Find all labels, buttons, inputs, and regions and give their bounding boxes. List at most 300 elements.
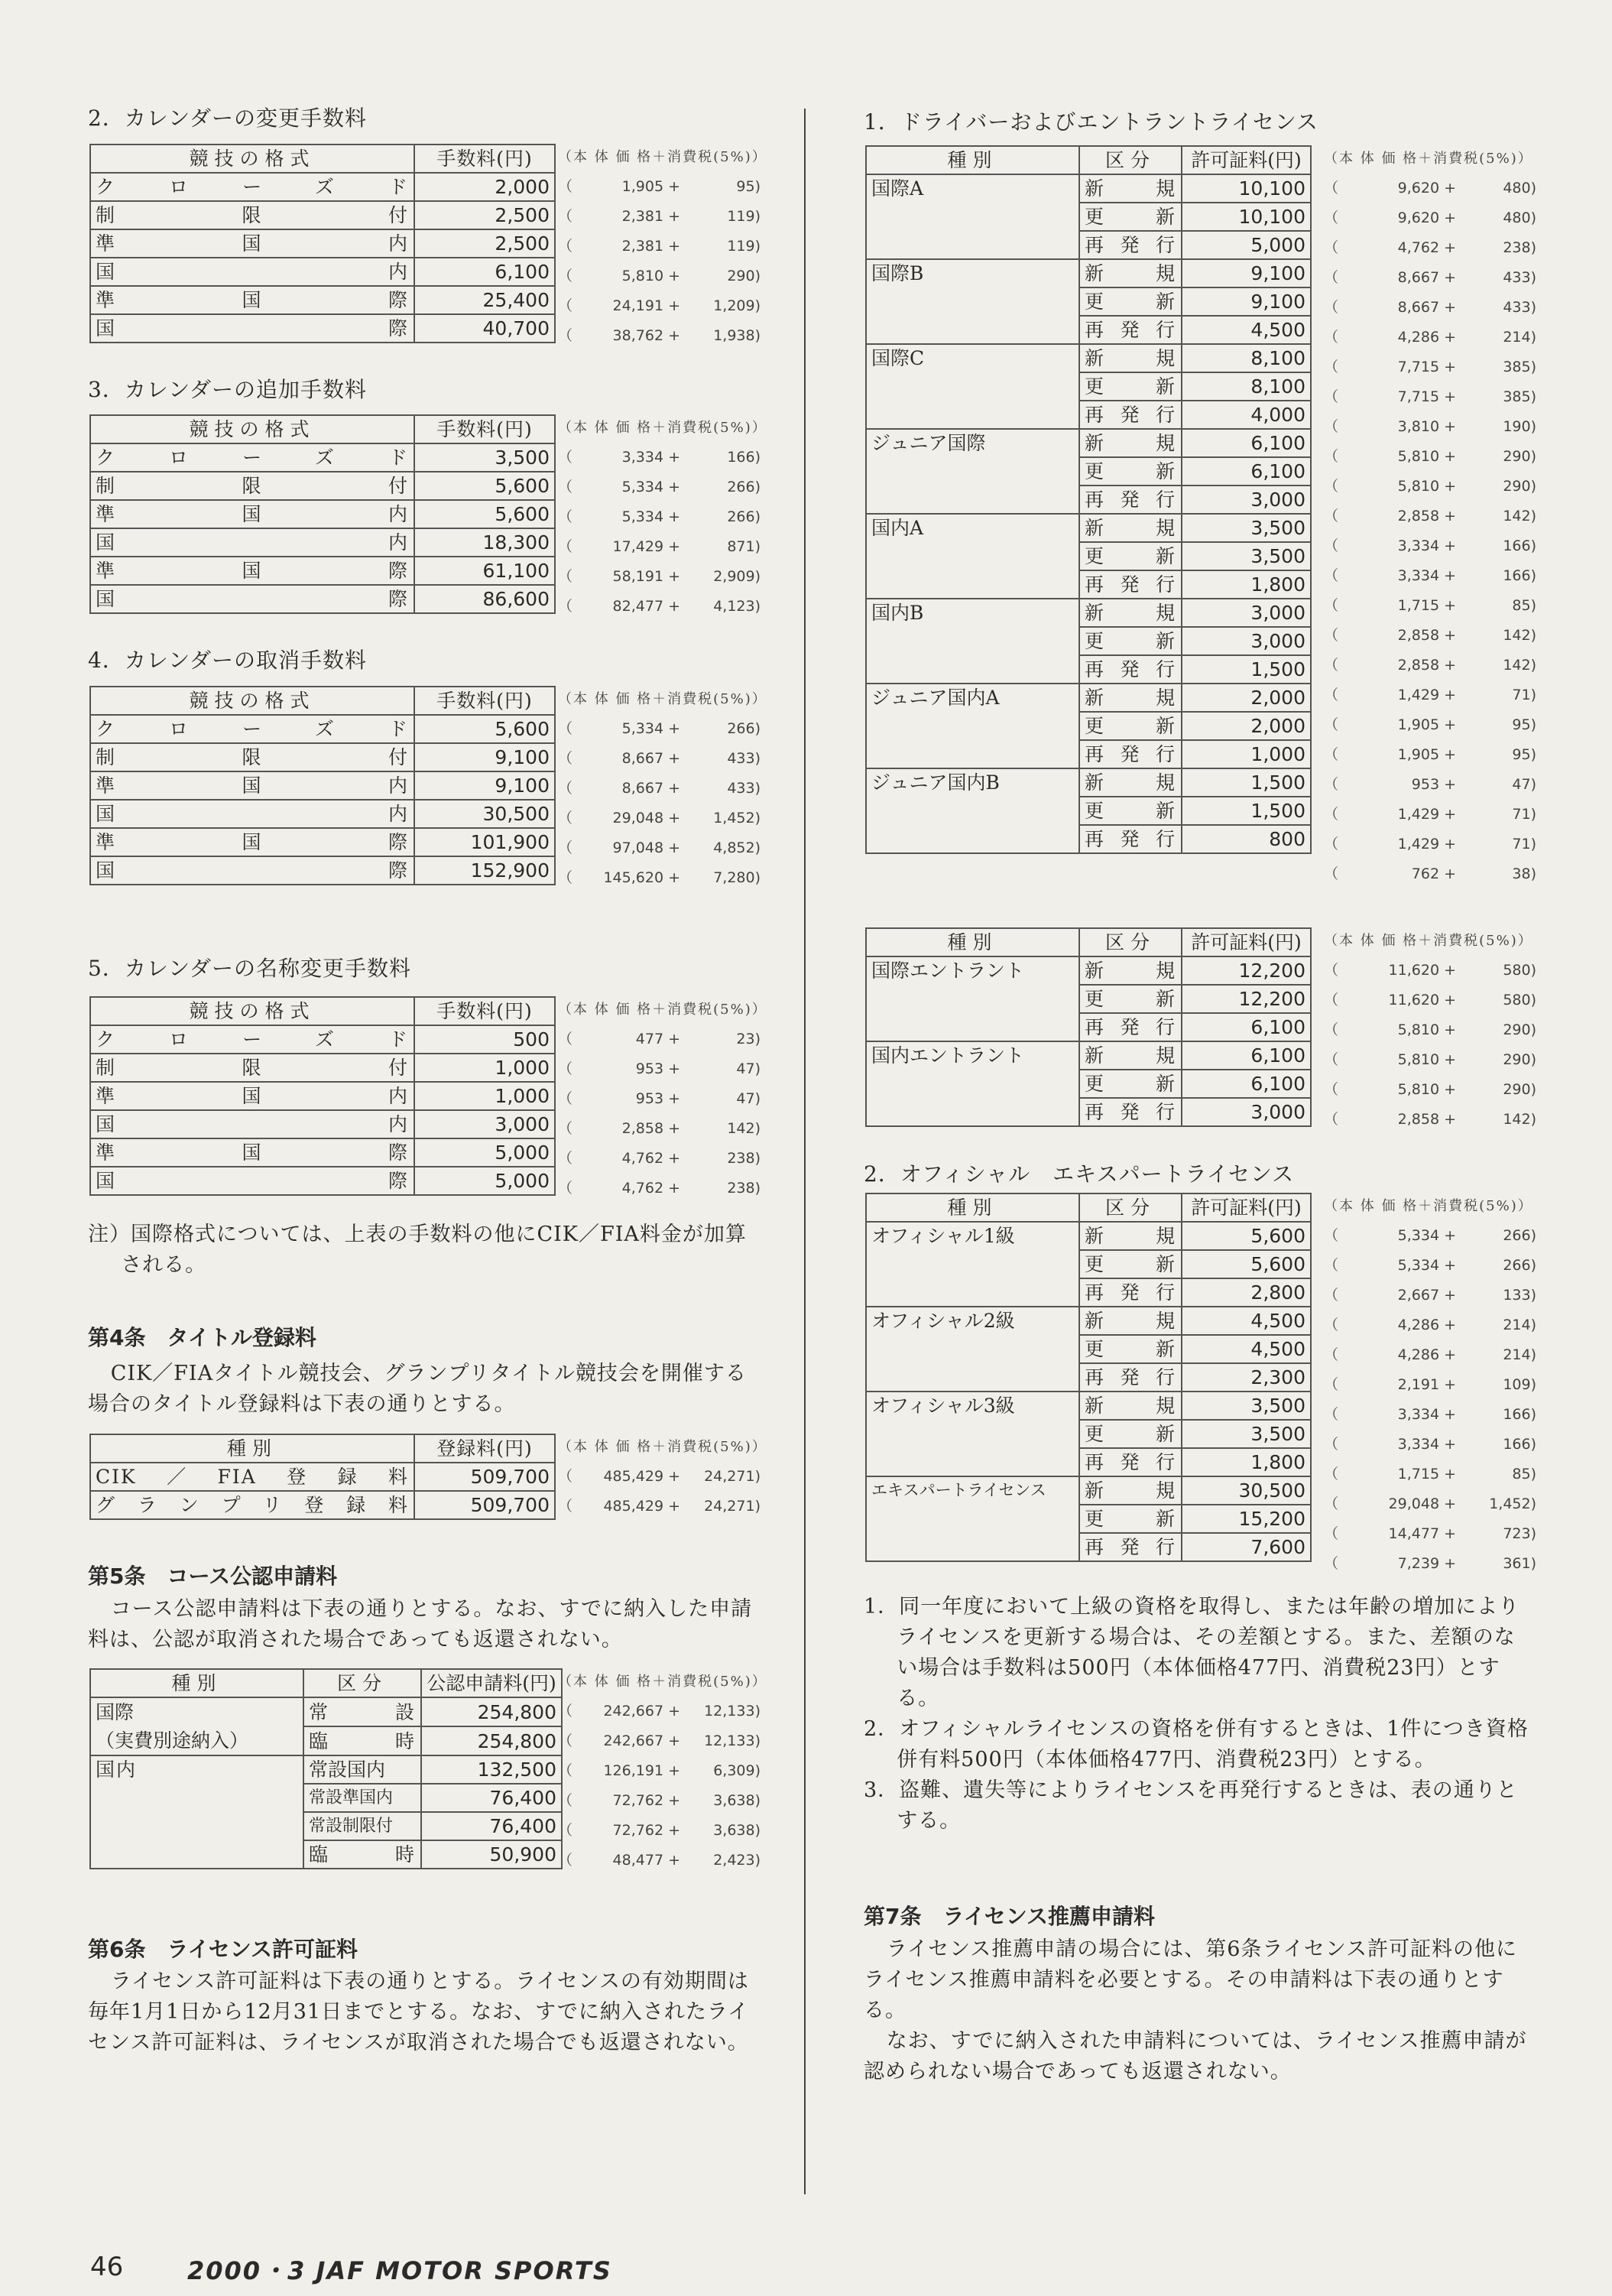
breakdown-row: [558, 1116, 761, 1142]
tax: 385): [1503, 359, 1536, 375]
group-label: [866, 1222, 1079, 1307]
group-label: [866, 956, 1079, 1041]
paren: （: [558, 568, 573, 585]
tax: 95): [1512, 746, 1536, 763]
base-price: 477 +: [635, 1031, 680, 1047]
base-price: 4,286 +: [1397, 1346, 1456, 1363]
fee-value: 1,800: [1182, 1448, 1311, 1476]
base-price: 11,620 +: [1388, 962, 1456, 979]
table-row: [866, 1392, 1311, 1420]
fee-value: 2,000: [1182, 684, 1311, 712]
base-price: 2,858 +: [1397, 1111, 1456, 1128]
breakdown-header: （本 体 価 格＋消費税(5%)）: [558, 691, 767, 707]
group-label: [866, 1307, 1079, 1392]
group-label-line: 国際: [96, 1701, 135, 1723]
base-price: 1,429 +: [1397, 687, 1456, 703]
base-price: 953 +: [635, 1090, 680, 1107]
category: 新規: [1079, 429, 1182, 457]
table-row: [90, 258, 555, 286]
tax: 214): [1503, 1317, 1536, 1333]
category: 更新: [1079, 712, 1182, 740]
base-price: 5,810 +: [1397, 1021, 1456, 1038]
paren: （: [558, 508, 573, 525]
fee-value: 4,500: [1182, 1307, 1311, 1335]
tax: 6,309): [713, 1762, 761, 1779]
col-header: 種別: [866, 1193, 1079, 1222]
fee-value: 15,200: [1182, 1505, 1311, 1533]
fee-value: 1,500: [1182, 797, 1311, 825]
paren: （: [558, 1703, 573, 1720]
breakdown-row: [558, 1493, 761, 1520]
note-item: 2．オフィシャルライセンスの資格を併有するときは、1件につき資格併有料500円（本体価格477円、消費税23円）とする。: [864, 1717, 1529, 1772]
paren: （: [1324, 1081, 1339, 1098]
base-price: 1,905 +: [1397, 746, 1456, 763]
tax: 290): [1503, 448, 1536, 465]
group-label: [866, 259, 1079, 344]
tax: 723): [1503, 1525, 1536, 1542]
paren: （: [1324, 388, 1339, 405]
breakdown-row: [1324, 1282, 1536, 1309]
breakdown-row: [558, 1175, 761, 1202]
category: 新規: [1079, 684, 1182, 712]
tax: 433): [1503, 269, 1536, 286]
tax: 23): [736, 1031, 761, 1047]
category: 更新: [1079, 627, 1182, 655]
base-price: 485,429 +: [603, 1468, 680, 1485]
category: 新規: [1079, 599, 1182, 627]
category: 更新: [1079, 1420, 1182, 1448]
table-row: [90, 1491, 555, 1519]
base-price: 17,429 +: [612, 538, 680, 555]
breakdown-row: [558, 1847, 761, 1874]
tax: 85): [1512, 597, 1536, 614]
breakdown-row: [558, 716, 761, 742]
tax: 38): [1512, 865, 1536, 882]
category: 常設準国内: [303, 1784, 421, 1812]
table-row: [866, 599, 1311, 627]
paren: （: [558, 1180, 573, 1197]
group-label-text: 国内エントラント: [871, 1044, 1025, 1067]
tax: 47): [1512, 776, 1536, 793]
table-row: [90, 528, 555, 557]
tax: 7,280): [713, 869, 761, 886]
fee-value: 254,800: [421, 1697, 562, 1726]
section-title: 4．カレンダーの取消手数料: [88, 648, 367, 673]
base-price: 9,620 +: [1397, 209, 1456, 226]
base-price: 3,334 +: [1397, 537, 1456, 554]
breakdown-row: [1324, 1342, 1536, 1369]
table-row: [90, 585, 555, 613]
tax: 266): [727, 508, 761, 525]
tax: 12,133): [704, 1733, 761, 1749]
fee-value: 1,500: [1182, 655, 1311, 684]
col-header: 公認申請料(円): [421, 1669, 562, 1697]
breakdown-row: [558, 203, 761, 230]
fee-value: 50,900: [421, 1840, 562, 1869]
row-label: 準国際: [90, 286, 414, 314]
fee-value: 5,000: [414, 1167, 555, 1195]
table-row: [90, 1697, 562, 1726]
tax: 3,638): [713, 1792, 761, 1809]
tax: 238): [727, 1180, 761, 1197]
row-label: クローズド: [90, 1025, 414, 1054]
breakdown-row: [1324, 1551, 1536, 1577]
fee-value: 6,100: [1182, 1041, 1311, 1070]
category: 更新: [1079, 797, 1182, 825]
tax: 214): [1503, 1346, 1536, 1363]
fee-value: 3,000: [414, 1110, 555, 1138]
base-price: 3,334 +: [1397, 1406, 1456, 1423]
base-price: 5,334 +: [621, 720, 680, 737]
table-row: [866, 1307, 1311, 1335]
fee-value: 3,000: [1182, 599, 1311, 627]
base-price: 5,810 +: [1397, 1081, 1456, 1098]
base-price: 72,762 +: [612, 1792, 680, 1809]
tax: 47): [736, 1060, 761, 1077]
breakdown-row: [1324, 1461, 1536, 1488]
paren: （: [1324, 992, 1339, 1008]
row-label: 国際: [90, 314, 414, 343]
tax: 166): [1503, 567, 1536, 584]
article-body: コース公認申請料は下表の通りとする。なお、すでに納入した申請料は、公認が取消された場合であっても返還されない。: [88, 1597, 753, 1651]
paren: （: [558, 1762, 573, 1779]
breakdown-header: （本 体 価 格＋消費税(5%)）: [558, 420, 767, 436]
col-header: 競技の格式: [90, 997, 414, 1025]
fee-value: 2,300: [1182, 1363, 1311, 1392]
row-label: CIK／FIA登録料: [90, 1463, 414, 1491]
group-label-line: 国内: [96, 1759, 138, 1781]
base-price: 485,429 +: [603, 1498, 680, 1515]
tax: 433): [727, 780, 761, 797]
tax: 266): [1503, 1257, 1536, 1274]
paren: （: [558, 479, 573, 495]
paren: （: [1324, 1406, 1339, 1423]
breakdown-row: [1324, 235, 1536, 261]
base-price: 24,191 +: [612, 297, 680, 314]
tax: 433): [1503, 299, 1536, 316]
base-price: 5,810 +: [1397, 448, 1456, 465]
article-body: ライセンス推薦申請の場合には、第6条ライセンス許可証料の他にライセンス推薦申請料を必要とする。その申請料は下表の通りとする。 なお、すでに納入された申請料については、ライセンス推薦申請が認められない場合であっても返還されない。: [864, 1937, 1527, 2083]
table-row: [90, 1110, 555, 1138]
breakdown-row: [1324, 473, 1536, 500]
paren: （: [1324, 746, 1339, 763]
fee-value: 25,400: [414, 286, 555, 314]
base-price: 1,715 +: [1397, 597, 1456, 614]
fee-value: 8,100: [1182, 372, 1311, 401]
category: 再発行: [1079, 316, 1182, 344]
base-price: 14,477 +: [1388, 1525, 1456, 1542]
tax: 71): [1512, 806, 1536, 823]
fee-value: 5,600: [414, 500, 555, 528]
paren: （: [1324, 1287, 1339, 1304]
base-price: 2,381 +: [621, 208, 680, 225]
fee-value: 5,600: [1182, 1222, 1311, 1250]
tax: 385): [1503, 388, 1536, 405]
row-label: クローズド: [90, 443, 414, 472]
fee-value: 6,100: [1182, 429, 1311, 457]
paren: （: [558, 1060, 573, 1077]
group-label-text: 国際A: [871, 177, 924, 200]
article-title: 第5条 コース公認申請料: [88, 1564, 338, 1589]
col-header: 種別: [866, 146, 1079, 174]
paren: （: [1324, 299, 1339, 316]
base-price: 8,667 +: [1397, 269, 1456, 286]
note-item: 3．盗難、遺失等によりライセンスを再発行するときは、表の通りとする。: [864, 1778, 1518, 1833]
category: 新規: [1079, 1222, 1182, 1250]
breakdown-row: [1324, 1077, 1536, 1103]
col-header: 種別: [90, 1434, 414, 1463]
tax: 24,271): [704, 1498, 761, 1515]
base-price: 9,620 +: [1397, 180, 1456, 196]
paren: （: [558, 208, 573, 225]
paren: （: [558, 1792, 573, 1809]
base-price: 2,858 +: [621, 1120, 680, 1137]
fee-value: 12,200: [1182, 956, 1311, 985]
group-label-text: オフィシャル3級: [871, 1395, 1015, 1417]
fee-value: 3,000: [1182, 486, 1311, 514]
paren: （: [558, 1733, 573, 1749]
col-header: 競技の格式: [90, 415, 414, 443]
category: 再発行: [1079, 1098, 1182, 1126]
category: 常設制限付: [303, 1812, 421, 1840]
tax: 142): [727, 1120, 761, 1137]
breakdown-row: [558, 593, 761, 620]
tax: 2,909): [713, 568, 761, 585]
fee-value: 5,000: [1182, 231, 1311, 259]
fee-value: 5,600: [414, 715, 555, 743]
breakdown-row: [558, 745, 761, 772]
paren: （: [558, 1120, 573, 1137]
fee-value: 3,500: [1182, 1392, 1311, 1420]
breakdown-row: [1324, 294, 1536, 321]
table-row: [90, 173, 555, 201]
breakdown-row: [558, 174, 761, 200]
base-price: 82,477 +: [612, 598, 680, 615]
breakdown-row: [558, 504, 761, 531]
table-row: [866, 429, 1311, 457]
base-price: 1,715 +: [1397, 1466, 1456, 1482]
col-header: 区分: [1079, 928, 1182, 956]
breakdown-row: [1324, 443, 1536, 470]
breakdown-row: [1324, 324, 1536, 351]
fee-value: 3,500: [1182, 514, 1311, 542]
tax: 871): [727, 538, 761, 555]
group-label-text: 国際C: [871, 347, 925, 369]
col-header: 区分: [303, 1669, 421, 1697]
tax: 166): [727, 449, 761, 466]
category: 常設: [303, 1697, 421, 1726]
fee-value: 1,500: [1182, 768, 1311, 797]
paren: （: [1324, 776, 1339, 793]
base-price: 2,667 +: [1397, 1287, 1456, 1304]
base-price: 7,715 +: [1397, 388, 1456, 405]
group-label-text: 国内A: [871, 517, 924, 539]
paren: （: [558, 1150, 573, 1167]
group-label: [90, 1755, 303, 1869]
paren: （: [558, 869, 573, 886]
article-title: 第7条 ライセンス推薦申請料: [864, 1904, 1155, 1929]
base-price: 4,762 +: [621, 1180, 680, 1197]
row-label: クローズド: [90, 715, 414, 743]
breakdown-row: [1324, 593, 1536, 619]
breakdown-row: [558, 233, 761, 260]
fee-value: 509,700: [414, 1491, 555, 1519]
breakdown-row: [1324, 1401, 1536, 1428]
table-row: [90, 229, 555, 258]
paren: （: [1324, 836, 1339, 852]
tax: 266): [727, 479, 761, 495]
breakdown-header: （本 体 価 格＋消費税(5%)）: [558, 1439, 767, 1455]
fee-value: 132,500: [421, 1755, 562, 1784]
breakdown-row: [1324, 987, 1536, 1014]
group-label-line: （実費別途納入）: [96, 1729, 249, 1752]
tax: 1,452): [713, 810, 761, 826]
table-row: [866, 259, 1311, 287]
breakdown-row: [558, 1817, 761, 1844]
base-price: 58,191 +: [612, 568, 680, 585]
breakdown-row: [1324, 622, 1536, 649]
breakdown-row: [1324, 712, 1536, 739]
paren: （: [1324, 478, 1339, 495]
fee-value: 2,800: [1182, 1278, 1311, 1307]
note-item: 1．同一年度において上級の資格を取得し、または年齢の増加によりライセンスを更新する場合は、その差額とする。また、差額のない場合は手数料は500円（本体価格477円、消費税23円）とする。: [864, 1595, 1520, 1710]
breakdown-row: [558, 1758, 761, 1785]
table-row: [866, 1041, 1311, 1070]
group-label-text: 国際エントラント: [871, 960, 1025, 982]
paren: （: [1324, 567, 1339, 584]
base-price: 3,810 +: [1397, 418, 1456, 435]
breakdown-row: [1324, 354, 1536, 381]
breakdown-row: [1324, 1491, 1536, 1518]
tax: 266): [727, 720, 761, 737]
breakdown-row: [558, 263, 761, 290]
fee-value: 18,300: [414, 528, 555, 557]
row-label: 準国内: [90, 771, 414, 800]
row-label: 準国内: [90, 229, 414, 258]
group-label-text: エキスパートライセンス: [871, 1481, 1046, 1499]
fee-value: 86,600: [414, 585, 555, 613]
paren: （: [558, 297, 573, 314]
paren: （: [558, 327, 573, 344]
fee-value: 2,500: [414, 229, 555, 258]
paren: （: [1324, 1495, 1339, 1512]
table-row: [866, 1222, 1311, 1250]
tax: 580): [1503, 962, 1536, 979]
row-label: 国際: [90, 856, 414, 885]
table-row: [90, 743, 555, 771]
col-header: 許可証料(円): [1182, 928, 1311, 956]
paren: （: [558, 449, 573, 466]
base-price: 145,620 +: [603, 869, 680, 886]
tax: 95): [736, 178, 761, 195]
article-title: 第4条 タイトル登録料: [88, 1325, 316, 1350]
paren: （: [1324, 1317, 1339, 1333]
breakdown-row: [1324, 861, 1536, 888]
tax: 12,133): [704, 1703, 761, 1720]
table-row: [866, 768, 1311, 797]
category: 再発行: [1079, 1363, 1182, 1392]
article-body: CIK／FIAタイトル競技会、グランプリタイトル競技会を開催する場合のタイトル登録料は下表の通りとする。: [88, 1362, 747, 1416]
paren: （: [558, 538, 573, 555]
row-label: 国際: [90, 585, 414, 613]
tax: 109): [1503, 1376, 1536, 1393]
paren: （: [1324, 1525, 1339, 1542]
base-price: 126,191 +: [603, 1762, 680, 1779]
paren: （: [1324, 329, 1339, 346]
section-title: 3．カレンダーの追加手数料: [88, 377, 367, 402]
breakdown-row: [1324, 205, 1536, 232]
group-label: [866, 599, 1079, 684]
fee-value: 800: [1182, 825, 1311, 853]
fee-value: 254,800: [421, 1726, 562, 1755]
section-title: 2．オフィシャル エキスパートライセンス: [864, 1161, 1295, 1187]
paren: （: [1324, 1555, 1339, 1572]
base-price: 242,667 +: [603, 1733, 680, 1749]
base-price: 1,905 +: [621, 178, 680, 195]
breakdown-row: [1324, 1372, 1536, 1398]
group-label: [866, 429, 1079, 514]
breakdown-header: （本 体 価 格＋消費税(5%)）: [1324, 1198, 1533, 1214]
paren: （: [1324, 597, 1339, 614]
base-price: 4,286 +: [1397, 329, 1456, 346]
paren: （: [1324, 1346, 1339, 1363]
tax: 133): [1503, 1287, 1536, 1304]
paren: （: [1324, 1436, 1339, 1453]
row-label: クローズド: [90, 173, 414, 201]
table-row: [866, 956, 1311, 985]
breakdown-row: [558, 865, 761, 891]
breakdown-row: [558, 1788, 761, 1814]
fee-value: 7,600: [1182, 1533, 1311, 1561]
table-row: [90, 1082, 555, 1110]
fee-value: 2,000: [414, 173, 555, 201]
breakdown-row: [1324, 384, 1536, 411]
category: 新規: [1079, 956, 1182, 985]
base-price: 4,762 +: [621, 1150, 680, 1167]
category: 再発行: [1079, 1448, 1182, 1476]
fee-table: [865, 1193, 1312, 1562]
paren: （: [1324, 269, 1339, 286]
col-header: 許可証料(円): [1182, 146, 1311, 174]
license-notes: [864, 1592, 1536, 1836]
breakdown-row: [558, 293, 761, 320]
tax: 3,638): [713, 1822, 761, 1839]
breakdown-row: [558, 805, 761, 832]
row-label: 国内: [90, 528, 414, 557]
base-price: 29,048 +: [612, 810, 680, 826]
fee-table: [89, 1668, 563, 1869]
category: 新規: [1079, 1307, 1182, 1335]
category: 更新: [1079, 287, 1182, 316]
breakdown-row: [1324, 1431, 1536, 1458]
table-row: [90, 286, 555, 314]
tax: 290): [1503, 1051, 1536, 1068]
group-label: [866, 1476, 1079, 1561]
category: 再発行: [1079, 1013, 1182, 1041]
category: 再発行: [1079, 1533, 1182, 1561]
breakdown-row: [558, 534, 761, 560]
base-price: 2,858 +: [1397, 508, 1456, 524]
tax: 480): [1503, 180, 1536, 196]
paren: （: [1324, 209, 1339, 226]
fee-value: 61,100: [414, 557, 555, 585]
row-label: 準国際: [90, 828, 414, 856]
fee-value: 5,600: [414, 472, 555, 500]
category: 再発行: [1079, 570, 1182, 599]
category: 新規: [1079, 259, 1182, 287]
paren: （: [1324, 1021, 1339, 1038]
category: 新規: [1079, 1041, 1182, 1070]
